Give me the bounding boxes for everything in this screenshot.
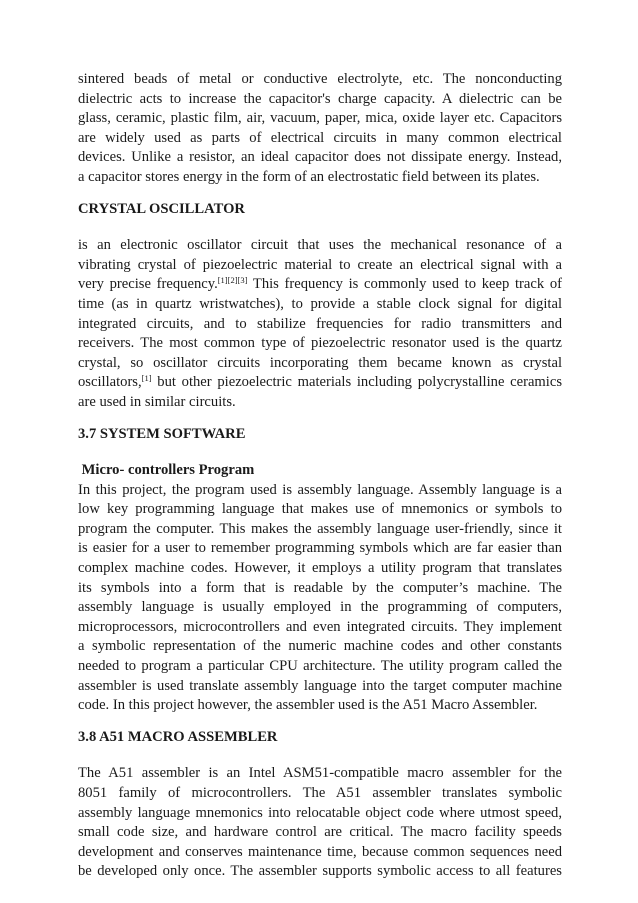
text-line: The A51 assembler is an Intel ASM51-compatible macro assembler for the bbox=[78, 765, 562, 782]
section-heading-system-software: 3.7 SYSTEM SOFTWARE bbox=[78, 425, 246, 442]
crystal-paragraph bbox=[78, 236, 562, 412]
text-line: devices. Unlike a resistor, an ideal capacitor does not dissipate energy. Instead, bbox=[78, 149, 562, 166]
text-line: assembly language is usually employed in the programming of computers, bbox=[78, 599, 562, 616]
section-heading-crystal-oscillator: CRYSTAL OSCILLATOR bbox=[78, 200, 245, 217]
text-line: small code size, and hardware control are critical. The macro facility speeds bbox=[78, 824, 562, 841]
text-line: vibrating crystal of piezoelectric material to create an electrical signal with a bbox=[78, 256, 562, 273]
system-software-paragraph bbox=[78, 481, 562, 716]
text-line: assembly language mnemonics into relocatable object code where utmost speed, bbox=[78, 804, 562, 821]
text-line: is easier for a user to remember programming symbols which are far easier than bbox=[78, 540, 562, 557]
text-line: is an electronic oscillator circuit that uses the mechanical resonance of a bbox=[78, 237, 562, 254]
text-line: code. In this project however, the assembler used is the A51 Macro Assembler. bbox=[78, 697, 538, 714]
text-line: its symbols into a form that is readable by the computer’s machine. The bbox=[78, 579, 562, 596]
subheading-microcontrollers-program bbox=[78, 461, 562, 481]
a51-paragraph bbox=[78, 764, 562, 882]
text-line: time (as in quartz wristwatches), to provide a stable clock signal for digital bbox=[78, 295, 562, 312]
text-fragment: This frequency is commonly used to keep track of bbox=[247, 276, 562, 293]
text-line bbox=[78, 275, 562, 295]
text-fragment: very precise frequency. bbox=[78, 276, 218, 293]
text-line: crystal, so oscillator circuits incorporating them became known as crystal bbox=[78, 354, 562, 371]
text-line: integrated circuits, and to stabilize frequencies for radio transmitters and bbox=[78, 315, 562, 332]
text-line: assembler is used translate assembly language into the target computer machine bbox=[78, 677, 562, 694]
text-line: program the computer. This makes the assembly language user-friendly, since it bbox=[78, 520, 562, 537]
text-line bbox=[78, 373, 562, 393]
document-page bbox=[78, 70, 562, 882]
citation-link[interactable]: [1] bbox=[141, 373, 152, 384]
text-line: are used in similar circuits. bbox=[78, 393, 236, 410]
citation-link[interactable]: [1][2][3] bbox=[217, 275, 248, 286]
section-heading-a51-macro-assembler: 3.8 A51 MACRO ASSEMBLER bbox=[78, 728, 278, 745]
subheading-text: Micro- controllers Program bbox=[81, 462, 255, 479]
text-line: sintered beads of metal or conductive electrolyte, etc. The nonconducting bbox=[78, 71, 562, 87]
text-line: 8051 family of microcontrollers. The A51 assembler translates symbolic bbox=[78, 785, 562, 801]
text-fragment: oscillators, bbox=[78, 374, 142, 391]
text-line: a capacitor stores energy in the form of an electrostatic field between its plates. bbox=[78, 168, 540, 185]
text-line: dielectric acts to increase the capacitor's charge capacity. A dielectric can be bbox=[78, 90, 562, 107]
intro-paragraph bbox=[78, 70, 562, 188]
text-line: receivers. The most common type of piezoelectric resonator used is the quartz bbox=[78, 335, 562, 352]
text-line: needed to program a particular CPU architecture. The utility program called the bbox=[78, 658, 562, 675]
text-line: low key programming language that makes use of mnemonics or symbols to bbox=[78, 501, 562, 518]
text-line: are widely used as parts of electrical circuits in many common electrical bbox=[78, 129, 562, 146]
text-line: a symbolic representation of the numeric machine codes and other constants bbox=[78, 638, 562, 655]
text-line: development and conserves maintenance time, because common sequences need bbox=[78, 843, 562, 860]
text-line: glass, ceramic, plastic film, air, vacuum, paper, mica, oxide layer etc. Capacitors bbox=[78, 110, 562, 127]
text-line: microprocessors, microcontrollers and even integrated circuits. They implement bbox=[78, 618, 562, 635]
text-line: complex machine codes. However, it employs a utility program that translates bbox=[78, 560, 562, 577]
text-line: In this project, the program used is assembly language. Assembly language is a bbox=[78, 481, 562, 498]
text-fragment: but other piezoelectric materials including polycrystalline ceramics bbox=[151, 374, 562, 391]
text-line: be developed only once. The assembler supports symbolic access to all features bbox=[78, 863, 562, 880]
